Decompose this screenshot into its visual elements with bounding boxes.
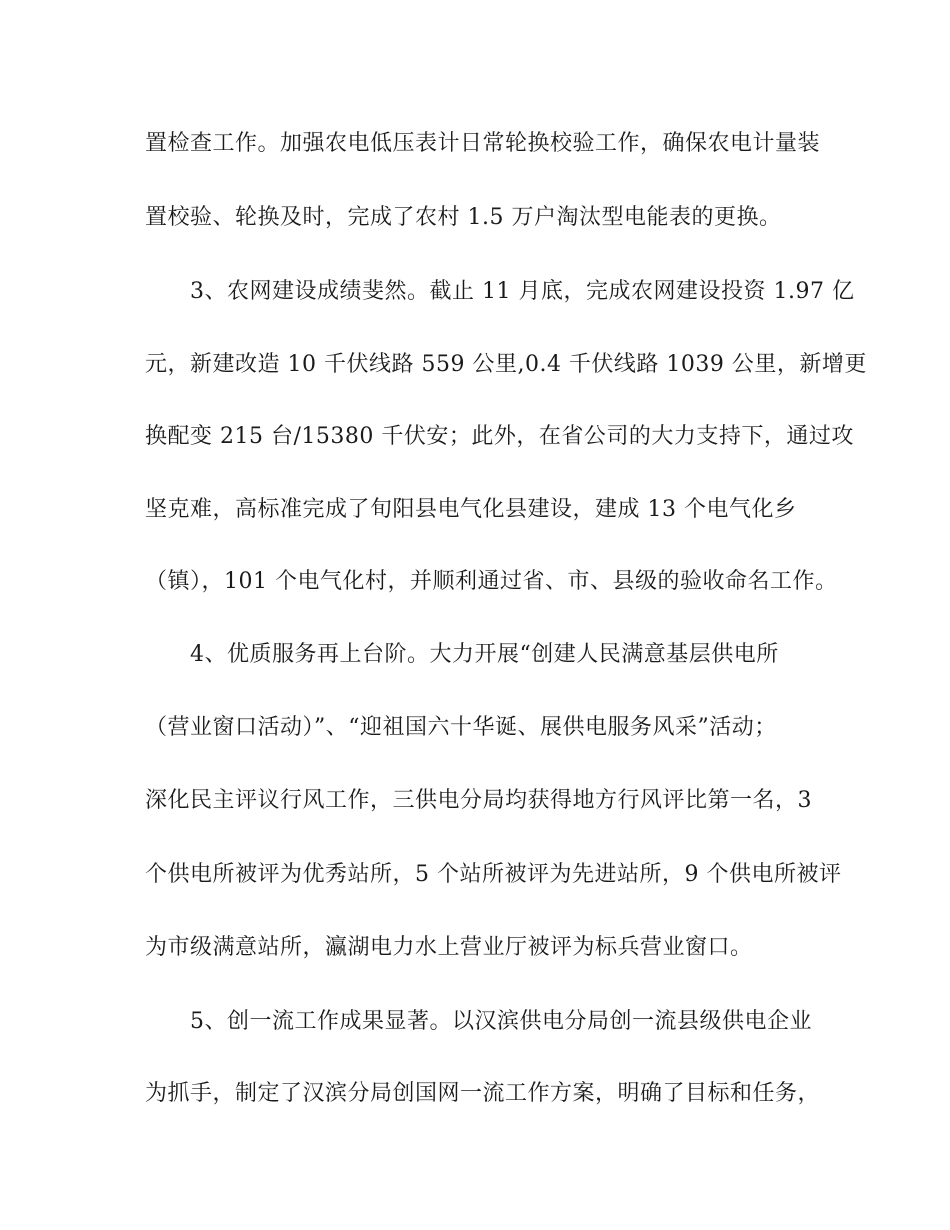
text-line: 换配变 215 台/15380 千伏安；此外，在省公司的大力支持下，通过攻 [145, 424, 854, 449]
text-line: （营业窗口活动）”、“迎祖国六十华诞、展供电服务风采”活动； [145, 715, 777, 740]
text-line: 个供电所被评为优秀站所，5 个站所被评为先进站所，9 个供电所被评 [145, 862, 842, 887]
text-line: 元，新建改造 10 千伏线路 559 公里,0.4 千伏线路 1039 公里，新增更 [145, 352, 867, 377]
text-line: 置校验、轮换及时，完成了农村 1.5 万户淘汰型电能表的更换。 [145, 205, 782, 230]
paragraph-5-first-line: 5、创一流工作成果显著。以汉滨供电分局创一流县级供电企业 [190, 1009, 812, 1034]
text-line: 坚克难，高标准完成了旬阳县电气化县建设，建成 13 个电气化乡 [145, 497, 797, 522]
text-line: 置检查工作。加强农电低压表计日常轮换校验工作，确保农电计量装 [145, 131, 821, 156]
text-line: 为市级满意站所，瀛湖电力水上营业厅被评为标兵营业窗口。 [145, 935, 753, 960]
paragraph-4-first-line: 4、优质服务再上台阶。大力开展“创建人民满意基层供电所 [190, 642, 779, 667]
text-line: 为抓手，制定了汉滨分局创国网一流工作方案，明确了目标和任务， [145, 1081, 821, 1106]
text-line: （镇），101 个电气化村，并顺利通过省、市、县级的验收命名工作。 [145, 569, 838, 594]
paragraph-3-first-line: 3、农网建设成绩斐然。截止 11 月底，完成农网建设投资 1.97 亿 [190, 279, 855, 304]
text-line: 深化民主评议行风工作，三供电分局均获得地方行风评比第一名，3 [145, 788, 812, 813]
